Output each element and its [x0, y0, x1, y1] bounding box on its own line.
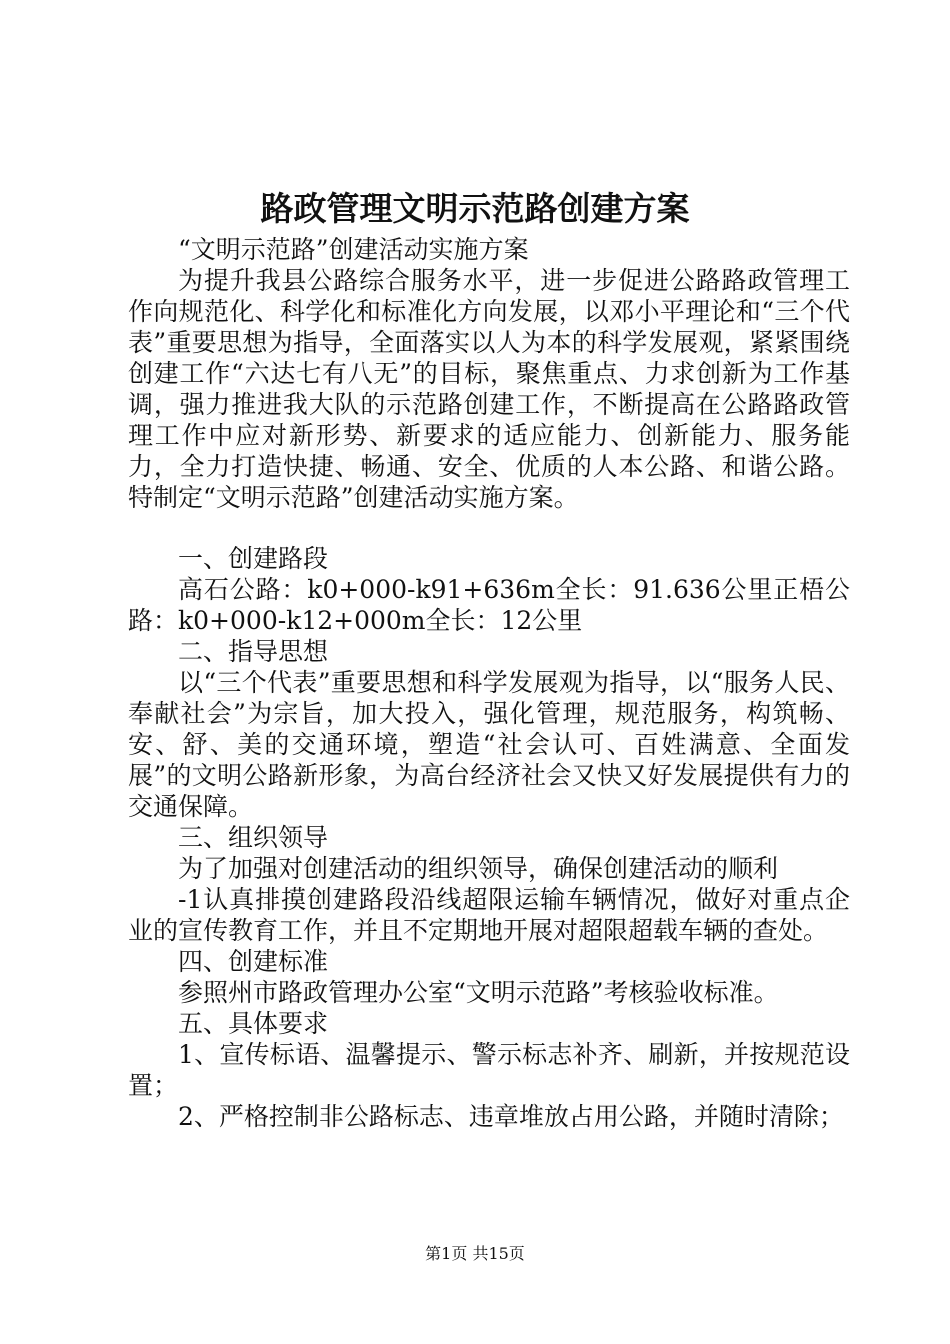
page-footer: [0, 1243, 950, 1265]
section-heading-5: 五、具体要求: [178, 1009, 329, 1038]
section-heading-4: 四、创建标准: [178, 947, 329, 976]
subtitle-paragraph: “文明示范路”创建活动实施方案: [178, 235, 529, 264]
standard-paragraph: 参照州市路政管理办公室“文明示范路”考核验收标准。: [178, 978, 779, 1007]
road-segments-paragraph: 高石公路：k0+000-k91+636m全长：91.636公里正梧公路：k0+000-k12+000m全长：12公里: [128, 575, 850, 635]
section-heading-3: 三、组织领导: [178, 823, 329, 852]
requirement-item-2: 2、严格控制非公路标志、违章堆放占用公路，并随时清除；: [178, 1102, 844, 1131]
intro-paragraph: 为提升我县公路综合服务水平，进一步促进公路路政管理工作向规范化、科学化和标准化方向发展，以邓小平理论和“三个代表”重要思想为指导，全面落实以人为本的科学发展观，紧紧围绕创建工作“六达七有八无”的目标，聚焦重点、力求创新为工作基调，强力推进我大队的示范路创建工作，不断提高在公路路政管理工作中应对新形势、新要求的适应能力、创新能力、服务能力，全力打造快捷、畅通、安全、优质的人本公路、和谐公路。特制定“文明示范路”创建活动实施方案。: [128, 266, 850, 512]
inspection-paragraph: -1认真排摸创建路段沿线超限运输车辆情况，做好对重点企业的宣传教育工作，并且不定期地开展对超限超载车辆的查处。: [128, 885, 850, 945]
requirement-item-1: 1、宣传标语、温馨提示、警示标志补齐、刷新，并按规范设置；: [128, 1040, 850, 1100]
section-heading-1: 一、创建路段: [178, 544, 329, 573]
guiding-thought-paragraph: 以“三个代表”重要思想和科学发展观为指导，以“服务人民、奉献社会”为宗旨，加大投入，强化管理，规范服务，构筑畅、安、舒、美的交通环境，塑造“社会认可、百姓满意、全面发展”的文明公路新形象，为高台经济社会又快又好发展提供有力的交通保障。: [128, 668, 850, 821]
page-number-label: 第1页 共15页: [425, 1244, 525, 1263]
paragraph-spacer: [128, 513, 850, 543]
section-heading-2: 二、指导思想: [178, 637, 329, 666]
document-body: [128, 234, 850, 1132]
document-title: 路政管理文明示范路创建方案: [260, 189, 690, 228]
organization-paragraph: 为了加强对创建活动的组织领导，确保创建活动的顺利: [178, 854, 779, 883]
